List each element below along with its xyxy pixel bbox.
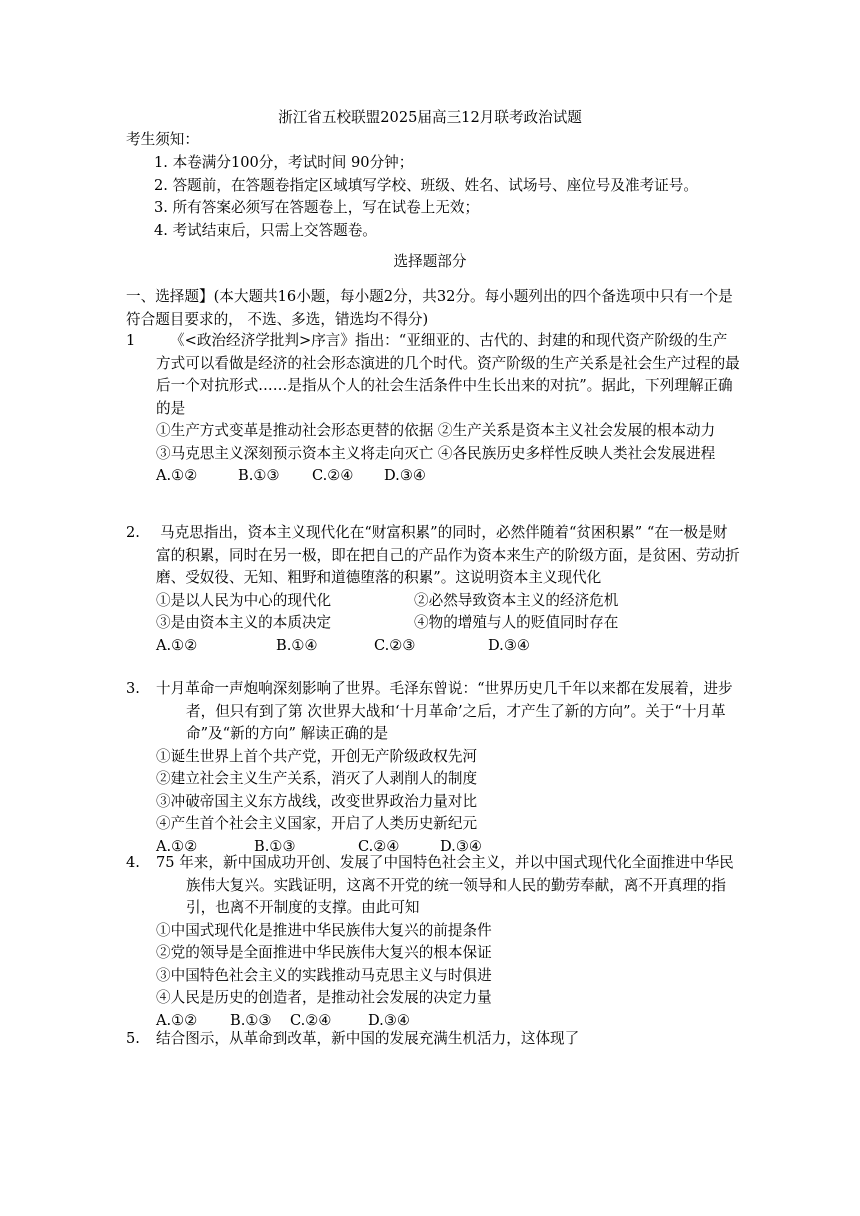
statement-line: ③是由资本主义的本质决定 [156,614,332,631]
option-c[interactable]: C.②③ [374,636,416,654]
option-a[interactable]: A.①② [156,837,198,855]
question-1 [126,330,740,488]
question-stem: 75 年来，新中国成功开创、发展了中国特色社会主义，并以中国式现代化全面推进中华民族伟大复兴。实践证明，这离不开党的统一领导和人民的勤劳奉献，离不开真理的指引，也离不开制度的支撑。由此可知 [156,854,734,916]
statement-line: ③冲破帝国主义东方战线，改变世界政治力量对比 [156,792,478,810]
question-stem: 《<政治经济学批判>序言》指出：“亚细亚的、古代的、封建的和现代资产阶级的生产方式可以看做是经济的社会形态演进的几个时代。资产阶级的生产关系是社会生产过程的最后一个对抗形式……是指从个人的社会生活条件中生长出来的对抗”。据此，下列理解正确的是 [156,332,740,417]
question-number: 4. [126,854,140,871]
question-5 [126,1028,740,1051]
question-number: 2. [126,524,140,541]
question-number: 5. [126,1030,140,1047]
option-a[interactable]: A.①② [156,467,198,484]
statement-line: ④物的增殖与人的贬值同时存在 [414,614,619,631]
statement-line: ④人民是历史的创造者，是推动社会发展的决定力量 [156,989,492,1006]
option-d[interactable]: D.③④ [368,1011,410,1029]
option-c[interactable]: C.②④ [358,837,400,855]
statement-grid [156,590,740,635]
statement-line: ①诞生世界上首个共产党，开创无产阶级政权先河 [156,747,478,765]
option-a[interactable]: A.①② [156,1011,198,1029]
question-4 [126,852,740,1032]
option-d[interactable]: D.③④ [440,837,482,855]
option-d[interactable]: D.③④ [384,467,426,484]
notice-list [154,152,698,242]
question-number: 3. [126,680,140,697]
option-c[interactable]: C.②④ [290,1011,332,1029]
option-b[interactable]: B.①③ [238,467,280,484]
notice-item: 2. 答题前，在答题卷指定区域填写学校、班级、姓名、试场号、座位号及准考证号。 [154,176,698,194]
notice-item: 1. 本卷满分100分，考试时间 90分钟； [154,154,414,171]
section-instructions: 一、选择题】(本大题共16小题，每小题2分，共32分。每小题列出的四个备选项中只有一个是符合题目要求的， 不选、多选，错选均不得分) [126,288,733,328]
option-b[interactable]: B.①③ [254,837,296,855]
question-stem: 十月革命一声炮响深刻影响了世界。毛泽东曾说：“世界历史几千年以来都在发展着，进步者，但只有到了第 次世界大战和‘十月革命’之后，才产生了新的方向”。关于“十月革命”及“新的方向” 解读正确的是 [156,680,733,742]
question-number: 1 [126,332,136,349]
statement-line: ②建立社会主义生产关系，消灭了人剥削人的制度 [156,770,478,787]
statement-line: ④产生首个社会主义国家，开启了人类历史新纪元 [156,815,478,832]
question-3 [126,678,740,858]
statement-line: ②党的领导是全面推进中华民族伟大复兴的根本保证 [156,944,492,961]
answer-options [156,465,740,488]
option-c[interactable]: C.②④ [312,467,354,484]
question-2 [126,522,740,657]
statement-line: ①是以人民为中心的现代化 [156,591,332,609]
option-d[interactable]: D.③④ [488,636,530,654]
statement-list [156,746,740,836]
statement-line: ①中国式现代化是推进中华民族伟大复兴的前提条件 [156,921,492,939]
notice-item: 3. 所有答案必须写在答题卷上，写在试卷上无效； [154,199,480,216]
question-stem: 结合图示，从革命到改革，新中国的发展充满生机活力，这体现了 [156,1030,580,1047]
option-a[interactable]: A.①② [156,636,198,654]
statement-line: ②必然导致资本主义的经济危机 [414,591,619,609]
notice-item: 4. 考试结束后，只需上交答题卷。 [154,221,377,239]
option-b[interactable]: B.①④ [276,636,318,654]
notice-heading: 考生须知： [126,131,199,148]
question-stem: 马克思指出，资本主义现代化在“财富积累”的同时，必然伴随着“贫困积累” “在一极是财富的积累，同时在另一极，即在把自己的产品作为资本来生产的阶级方面，是贫困、劳动折磨、受奴役、无知、粗野和道德堕落的积累”。这说明资本主义现代化 [156,524,740,586]
option-b[interactable]: B.①③ [230,1011,272,1029]
section-title: 选择题部分 [393,253,467,270]
answer-options [156,635,740,658]
statement-line: ③马克思主义深刻预示资本主义将走向灭亡 ④各民族历史多样性反映人类社会发展进程 [156,444,716,462]
statement-list [156,920,740,1010]
exam-title: 浙江省五校联盟2025届高三12月联考政治试题 [278,109,582,126]
statement-line: ①生产方式变革是推动社会形态更替的依据 ②生产关系是资本主义社会发展的根本动力 [156,422,716,439]
statement-line: ③中国特色社会主义的实践推动马克思主义与时俱进 [156,966,492,984]
